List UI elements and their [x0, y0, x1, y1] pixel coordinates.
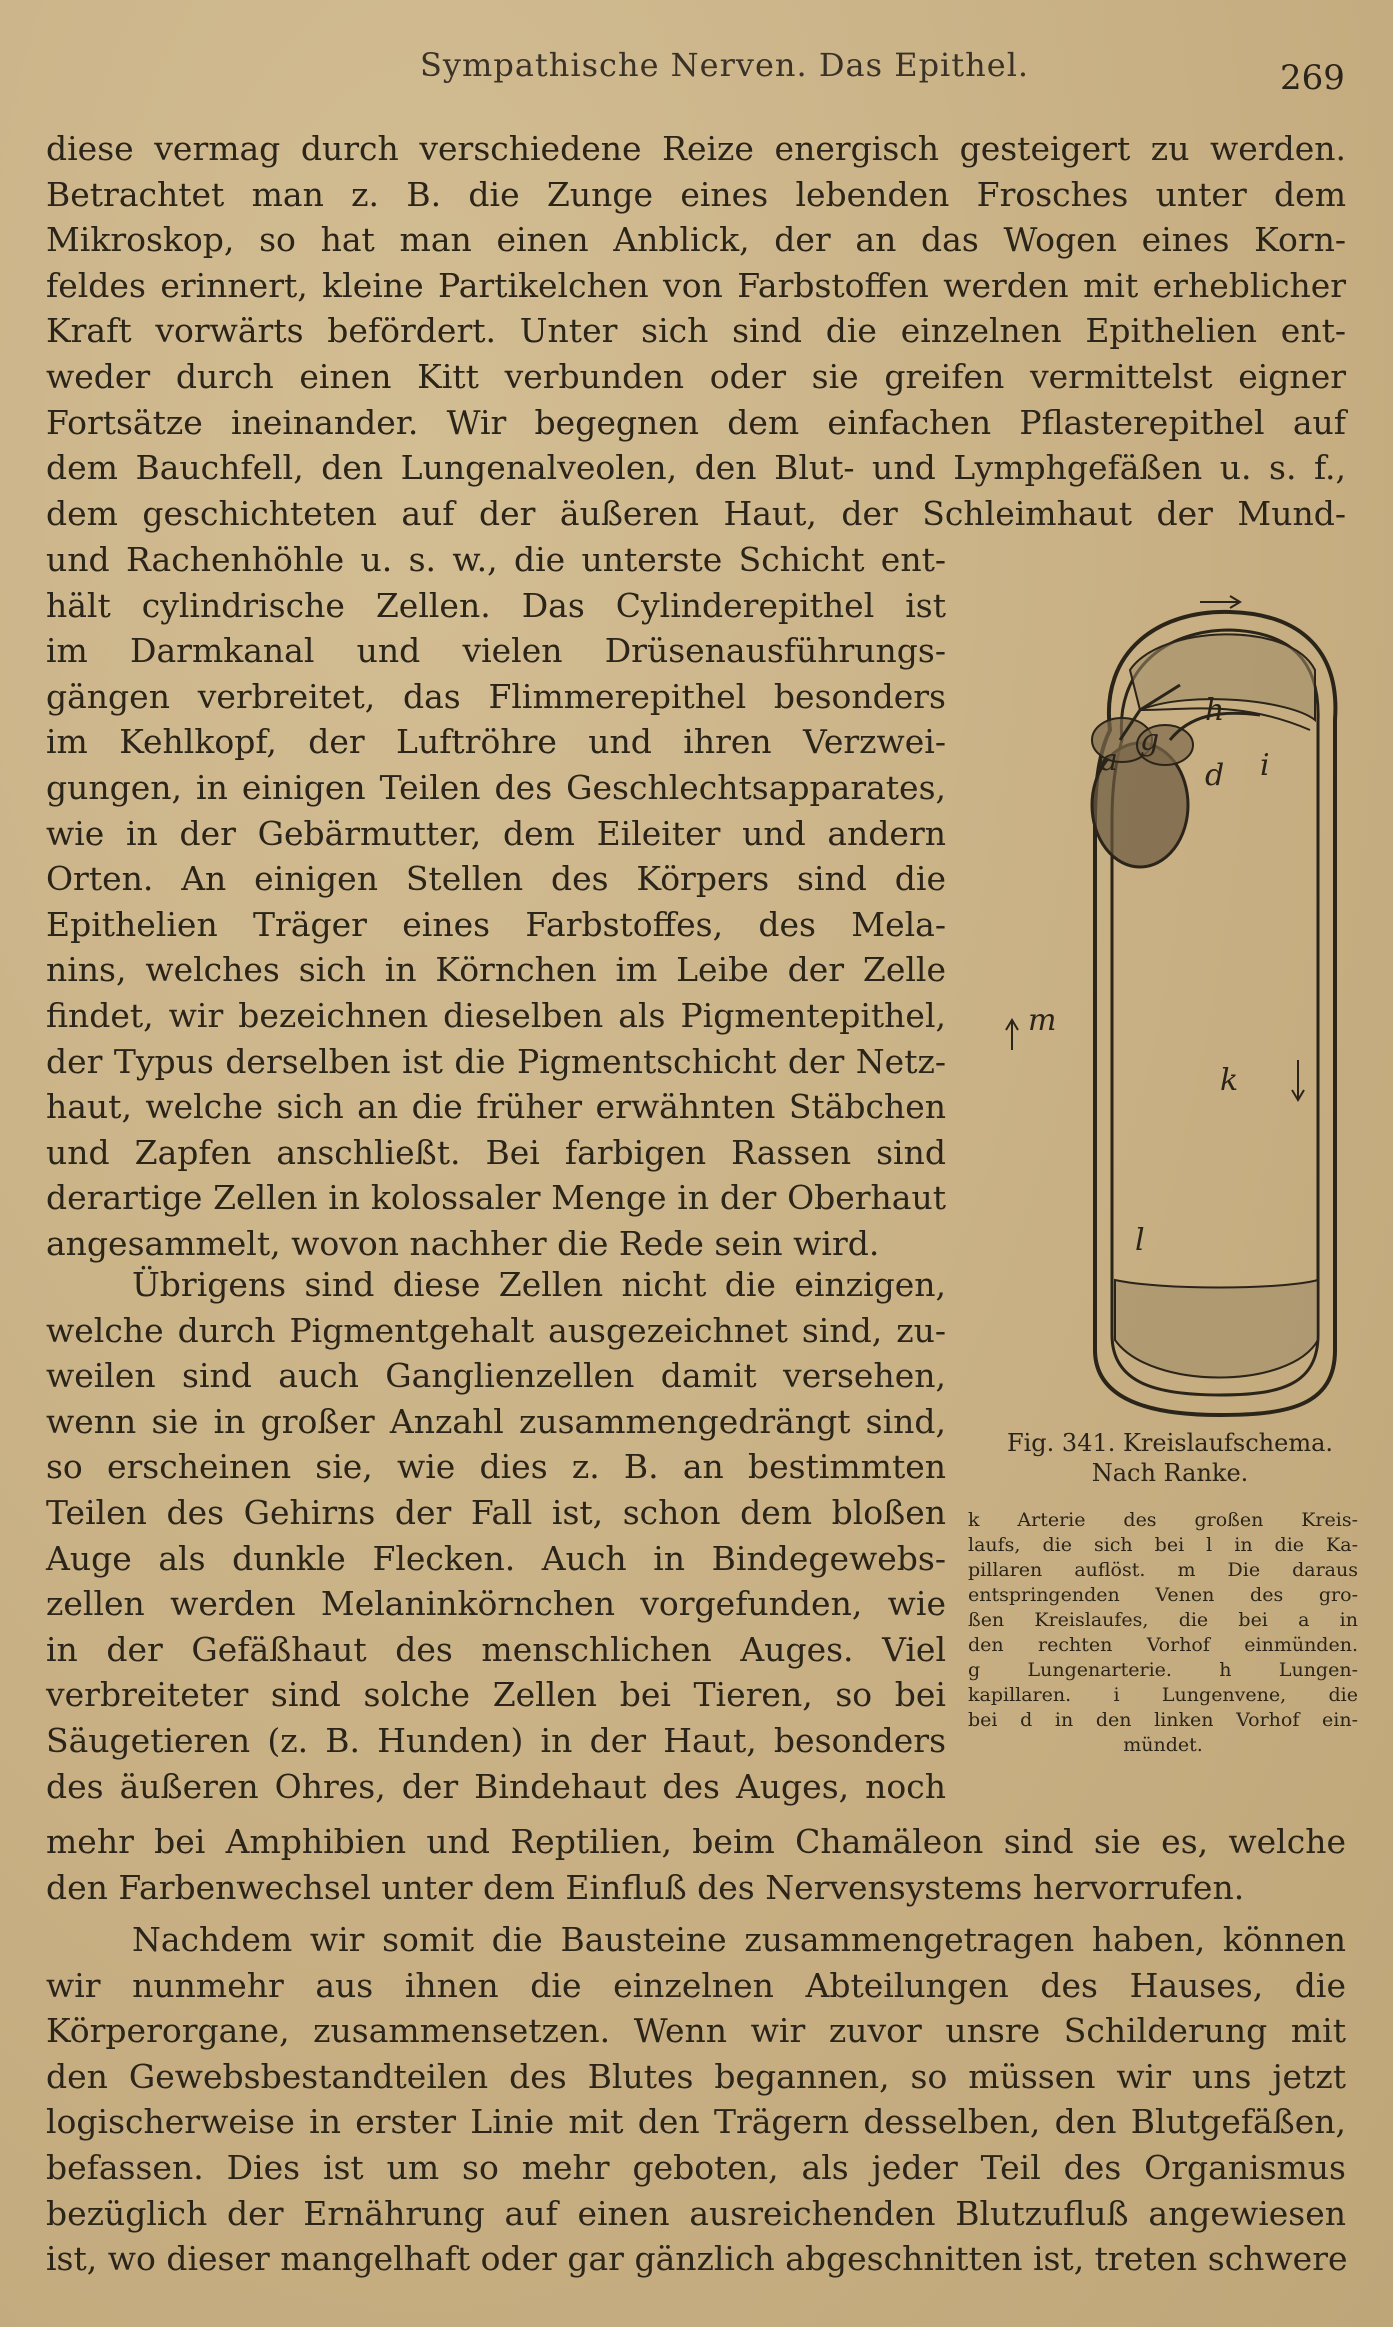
figure-caption-line-2: Nach Ranke.	[1091, 1459, 1249, 1487]
arrow-top	[1200, 596, 1240, 608]
label-d: d	[1205, 758, 1225, 793]
text-line: Mikroskop, so hat man einen Anblick, der an das Wogen eines Korn-	[46, 220, 1346, 260]
arrow-down	[1292, 1060, 1304, 1100]
legend-line: den rechten Vorhof einmünden.	[968, 1634, 1358, 1656]
text-line: Säugetieren (z. B. Hunden) in der Haut, besonders	[46, 1720, 946, 1760]
text-line: ist, wo dieser mangelhaft oder gar gänzlich abgeschnitten ist, treten schwere	[46, 2239, 1348, 2279]
text-line: feldes erinnert, kleine Partikelchen von Farbstoffen werden mit erheblicher	[46, 265, 1346, 305]
text-line: des äußeren Ohres, der Bindehaut des Auges, noch	[46, 1766, 946, 1806]
text-line: verbreiteter sind solche Zellen bei Tieren, so bei	[46, 1675, 946, 1715]
paragraph-2-wrapped	[46, 1262, 946, 1809]
legend-line: k Arterie des großen Kreis-	[968, 1509, 1358, 1531]
figure-caption-line-1: Fig. 341. Kreislaufschema.	[1006, 1429, 1334, 1457]
text-line: welche durch Pigmentgehalt ausgezeichnet sind, zu-	[46, 1310, 946, 1350]
text-line: im Kehlkopf, der Luftröhre und ihren Verzwei-	[46, 722, 946, 762]
text-line: dem Bauchfell, den Lungenalveolen, den Blut- und Lymphgefäßen u. s. f.,	[46, 448, 1346, 488]
text-line: befassen. Dies ist um so mehr geboten, als jeder Teil des Organismus	[46, 2147, 1346, 2187]
legend-line: kapillaren. i Lungenvene, die	[968, 1684, 1358, 1706]
text-line: Fortsätze ineinander. Wir begegnen dem einfachen Pflasterepithel auf	[46, 402, 1346, 442]
text-line: logischerweise in erster Linie mit den Trägern desselben, den Blutgefäßen,	[46, 2102, 1346, 2142]
label-l: l	[1135, 1223, 1145, 1258]
text-line: hält cylindrische Zellen. Das Cylinderepithel ist	[46, 585, 946, 625]
text-line: Betrachtet man z. B. die Zunge eines lebenden Frosches unter dem	[46, 174, 1346, 214]
text-line: den Farbenwechsel unter dem Einfluß des Nervensystems hervorrufen.	[46, 1867, 1245, 1907]
text-line: mehr bei Amphibien und Reptilien, beim Chamäleon sind sie es, welche	[46, 1822, 1346, 1861]
text-line: Nachdem wir somit die Bausteine zusammengetragen haben, können	[132, 1920, 1346, 1959]
paragraph-3	[46, 1917, 1346, 2282]
legend-line: bei d in den linken Vorhof ein-	[968, 1709, 1358, 1731]
text-line: gängen verbreitet, das Flimmerepithel besonders	[46, 676, 946, 716]
label-a: a	[1100, 743, 1118, 778]
paragraph-2-full-width	[46, 1819, 1346, 1910]
legend-line: mündet.	[1123, 1734, 1203, 1756]
page-number: 269	[1280, 58, 1345, 98]
label-g: g	[1140, 723, 1160, 758]
text-line: diese vermag durch verschiedene Reize energisch gesteigert zu werden.	[46, 129, 1346, 168]
text-line: Körperorgane, zusammensetzen. Wenn wir zuvor unsre Schilderung mit	[46, 2011, 1346, 2051]
text-line: den Gewebsbestandteilen des Blutes begannen, so müssen wir uns jetzt	[46, 2056, 1346, 2096]
text-line: wir nunmehr aus ihnen die einzelnen Abteilungen des Hauses, die	[46, 1965, 1346, 2005]
text-line: Epithelien Träger eines Farbstoffes, des Mela-	[46, 904, 946, 944]
text-line: zellen werden Melaninkörnchen vorgefunden, wie	[46, 1584, 946, 1624]
text-line: Übrigens sind diese Zellen nicht die einzigen,	[132, 1265, 946, 1304]
label-i: i	[1260, 748, 1270, 783]
legend-line: pillaren auflöst. m Die daraus	[968, 1559, 1358, 1581]
text-line: Orten. An einigen Stellen des Körpers sind die	[46, 859, 946, 899]
text-line: und Rachenhöhle u. s. w., die unterste Schicht ent-	[46, 540, 946, 579]
label-k: k	[1220, 1063, 1239, 1098]
text-line: nins, welches sich in Körnchen im Leibe der Zelle	[46, 950, 946, 990]
circulation-diagram	[990, 590, 1360, 1420]
text-line: wie in der Gebärmutter, dem Eileiter und andern	[46, 813, 946, 853]
body-capillaries	[1115, 1280, 1318, 1378]
text-line: weder durch einen Kitt verbunden oder sie greifen vermittelst eigner	[46, 356, 1346, 396]
text-line: im Darmkanal und vielen Drüsenausführungs-	[46, 631, 946, 671]
text-line: Kraft vorwärts befördert. Unter sich sind die einzelnen Epithelien ent-	[46, 311, 1346, 351]
text-line: angesammelt, wovon nachher die Rede sein wird.	[46, 1223, 880, 1263]
text-line: wenn sie in großer Anzahl zusammengedrängt sind,	[46, 1401, 946, 1441]
paragraph-1-wrapped	[46, 537, 946, 1267]
text-line: so erscheinen sie, wie dies z. B. an bestimmten	[46, 1447, 946, 1487]
text-line: bezüglich der Ernährung auf einen ausreichenden Blutzufluß angewiesen	[46, 2193, 1346, 2233]
text-line: gungen, in einigen Teilen des Geschlechtsapparates,	[46, 767, 946, 807]
text-line: derartige Zellen in kolossaler Menge in der Oberhaut	[46, 1178, 946, 1218]
figure-caption	[955, 1428, 1385, 1488]
figure-legend	[968, 1508, 1358, 1758]
legend-line: entspringenden Venen des gro-	[968, 1584, 1358, 1606]
text-line: in der Gefäßhaut des menschlichen Auges. Viel	[46, 1629, 946, 1669]
label-h: h	[1205, 693, 1225, 728]
text-line: findet, wir bezeichnen dieselben als Pigmentepithel,	[46, 995, 946, 1035]
paragraph-1-full-width	[46, 126, 1346, 536]
text-line: Teilen des Gehirns der Fall ist, schon dem bloßen	[46, 1492, 946, 1532]
text-line: Auge als dunkle Flecken. Auch in Bindegewebs-	[46, 1538, 946, 1578]
text-line: weilen sind auch Ganglienzellen damit versehen,	[46, 1356, 946, 1396]
text-line: dem geschichteten auf der äußeren Haut, der Schleimhaut der Mund-	[46, 493, 1346, 533]
arrow-up	[1006, 1020, 1018, 1050]
running-head: Sympathische Nerven. Das Epithel.	[420, 46, 1030, 84]
label-m: m	[1028, 1003, 1057, 1038]
page-header	[0, 38, 1393, 98]
circulation-illustration	[990, 590, 1360, 1420]
legend-line: ßen Kreislaufes, die bei a in	[968, 1609, 1358, 1631]
text-line: der Typus derselben ist die Pigmentschicht der Netz-	[46, 1041, 946, 1081]
legend-line: laufs, die sich bei l in die Ka-	[968, 1534, 1358, 1556]
text-line: und Zapfen anschließt. Bei farbigen Rassen sind	[46, 1132, 946, 1172]
text-line: haut, welche sich an die früher erwähnten Stäbchen	[46, 1087, 946, 1127]
legend-line: g Lungenarterie. h Lungen-	[968, 1659, 1358, 1681]
